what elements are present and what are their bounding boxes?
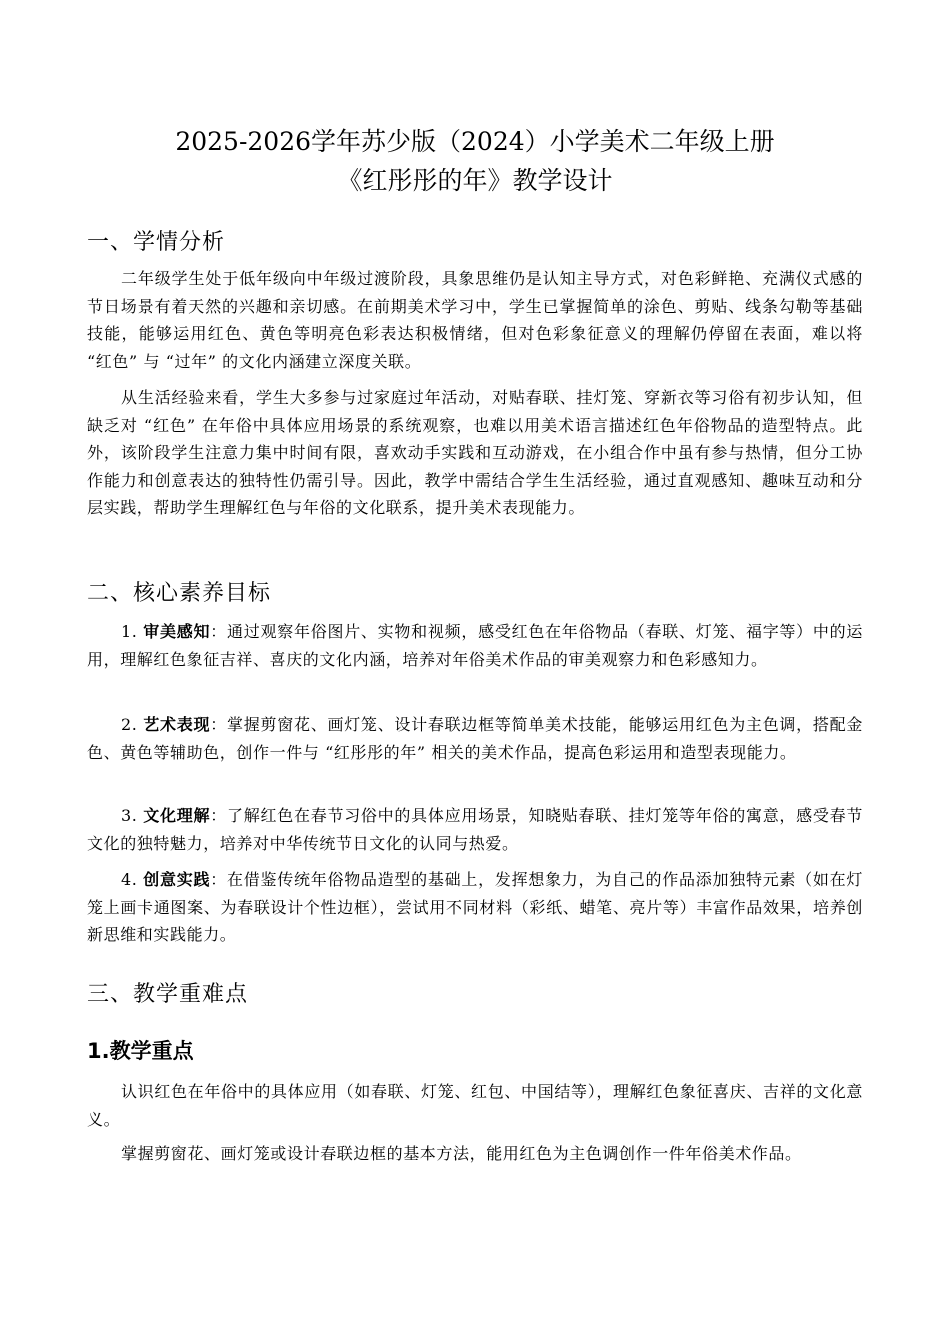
- analysis-paragraph-1: 二年级学生处于低年级向中年级过渡阶段，具象思维仍是认知主导方式，对色彩鲜艳、充满仪式感的节日场景有着天然的兴趣和亲切感。在前期美术学习中，学生已掌握简单的涂色、剪贴、线条勾勒等基础技能，能够运用红色、黄色等明亮色彩表达积极情绪，但对色彩象征意义的理解仍停留在表面，难以将 “红色” 与 “过年” 的文化内涵建立深度关联。: [87, 269, 863, 371]
- goal-number: 4.: [121, 870, 144, 889]
- goal-item-culture: [87, 802, 863, 857]
- goal-item-expression: [87, 711, 863, 766]
- title-line-1: 2025-2026学年苏少版（2024）小学美术二年级上册: [175, 127, 775, 156]
- section-heading-analysis: 一、学情分析: [87, 230, 226, 255]
- goal-label: 审美感知: [143, 622, 211, 641]
- section-heading-goals: 二、核心素养目标: [87, 581, 272, 606]
- focus-paragraph-1: 认识红色在年俗中的具体应用（如春联、灯笼、红包、中国结等），理解红色象征喜庆、吉祥的文化意义。: [87, 1082, 863, 1129]
- document-title: [87, 122, 863, 200]
- goal-text: ：掌握剪窗花、画灯笼、设计春联边框等简单美术技能，能够运用红色为主色调，搭配金色、黄色等辅助色，创作一件与 “红彤彤的年” 相关的美术作品，提高色彩运用和造型表现能力。: [87, 715, 863, 762]
- section-heading-key-points: 三、教学重难点: [87, 982, 249, 1007]
- goal-number: 3.: [121, 806, 144, 825]
- goal-label: 创意实践: [143, 870, 211, 889]
- goal-number: 2.: [121, 715, 144, 734]
- focus-paragraph-2: 掌握剪窗花、画灯笼或设计春联边框的基本方法，能用红色为主色调创作一件年俗美术作品。: [121, 1144, 802, 1163]
- subheading-teaching-focus: 1.教学重点: [87, 1039, 194, 1063]
- goal-text: ：了解红色在春节习俗中的具体应用场景，知晓贴春联、挂灯笼等年俗的寓意，感受春节文化的独特魅力，培养对中华传统节日文化的认同与热爱。: [87, 806, 863, 853]
- goal-item-creative: [87, 866, 863, 949]
- title-line-2: 《红彤彤的年》教学设计: [337, 166, 613, 195]
- goal-label: 文化理解: [143, 806, 211, 825]
- analysis-paragraph-2: 从生活经验来看，学生大多参与过家庭过年活动，对贴春联、挂灯笼、穿新衣等习俗有初步认知，但缺乏对 “红色” 在年俗中具体应用场景的系统观察，也难以用美术语言描述红色年俗物品的造型特点。此外，该阶段学生注意力集中时间有限，喜欢动手实践和互动游戏，在小组合作中虽有参与热情，但分工协作能力和创意表达的独特性仍需引导。因此，教学中需结合学生生活经验，通过直观感知、趣味互动和分层实践，帮助学生理解红色与年俗的文化联系，提升美术表现能力。: [87, 388, 863, 517]
- goal-text: ：在借鉴传统年俗物品造型的基础上，发挥想象力，为自己的作品添加独特元素（如在灯笼上画卡通图案、为春联设计个性边框），尝试用不同材料（彩纸、蜡笔、亮片等）丰富作品效果，培养创新思维和实践能力。: [87, 870, 863, 944]
- goal-item-aesthetic: [87, 618, 863, 673]
- goal-label: 艺术表现: [143, 715, 211, 734]
- goal-number: 1.: [121, 622, 144, 641]
- goal-text: ：通过观察年俗图片、实物和视频，感受红色在年俗物品（春联、灯笼、福字等）中的运用，理解红色象征吉祥、喜庆的文化内涵，培养对年俗美术作品的审美观察力和色彩感知力。: [87, 622, 863, 669]
